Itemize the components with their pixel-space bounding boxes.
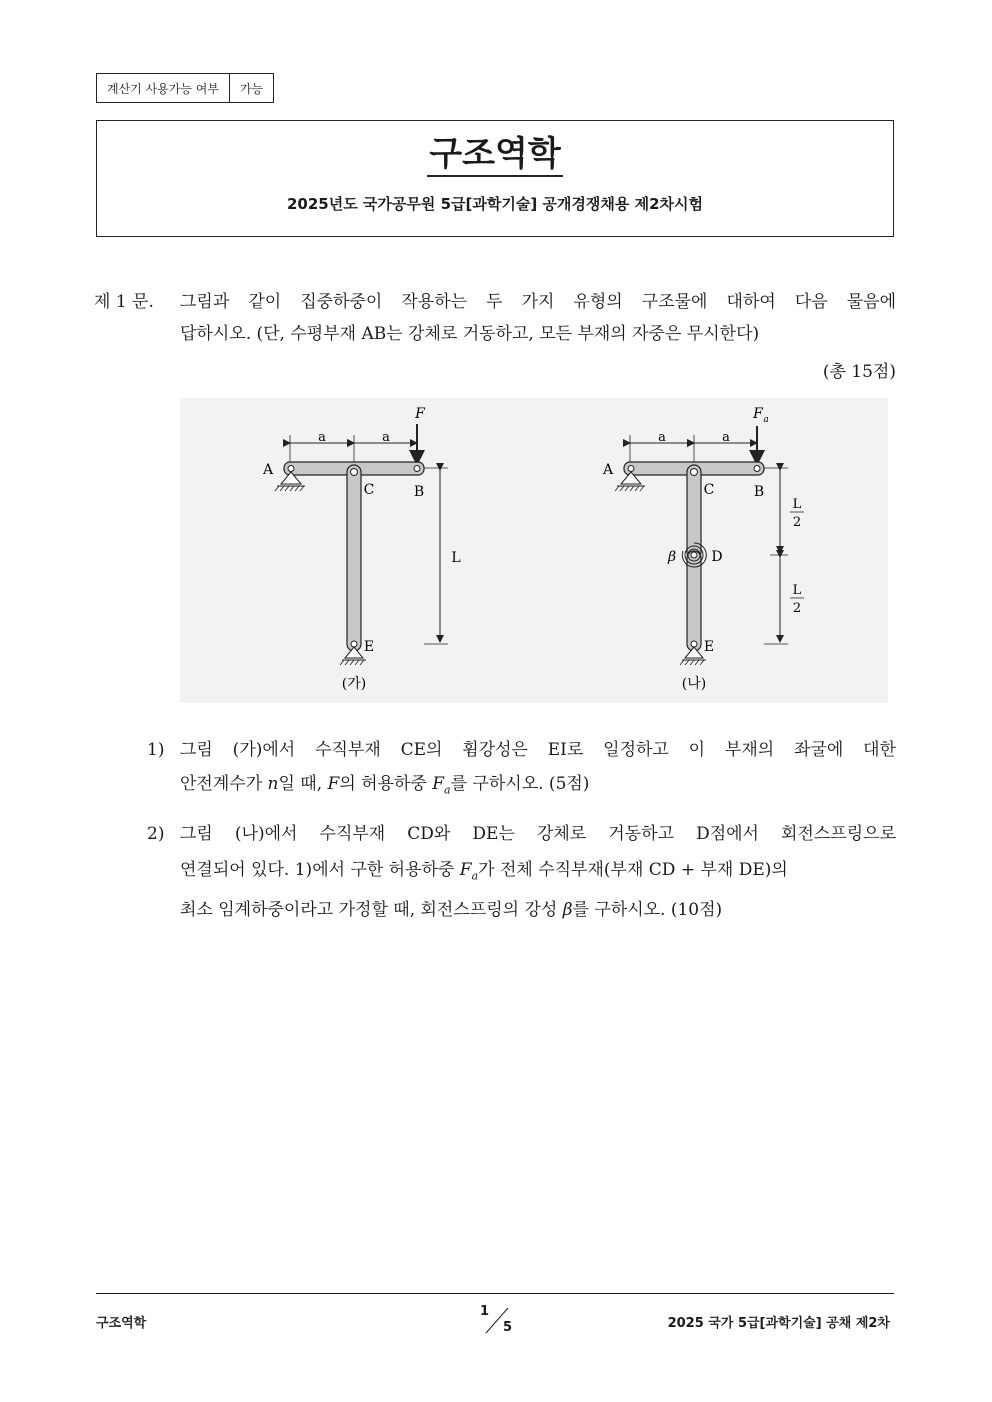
structure-figure	[180, 398, 888, 703]
left-dim-l: L	[451, 550, 461, 566]
right-label-b: B	[753, 484, 765, 500]
sub1-line-2	[180, 768, 589, 806]
sub1-number: 1)	[147, 740, 165, 760]
left-label-a: A	[262, 462, 274, 478]
calculator-allowed-box	[96, 73, 274, 103]
left-label-c: C	[363, 482, 375, 498]
sub1-text-c: 의 허용하중	[339, 774, 433, 794]
figure-left	[262, 406, 461, 692]
sub2-line-2	[180, 854, 788, 892]
left-member-ce	[347, 465, 361, 651]
page-total: 5	[503, 1320, 513, 1335]
left-label-b: B	[413, 484, 425, 500]
right-dim-a2: a	[722, 430, 730, 445]
right-dim-l-bot-num: L	[792, 583, 802, 598]
sub2-text-b: 가 전체 수직부재(부재 CD + 부재 DE)의	[478, 860, 788, 880]
question-number: 제 1 문.	[94, 292, 154, 312]
sub1-symbol-n: n	[267, 774, 279, 794]
left-support-e	[345, 647, 363, 658]
figure-right	[602, 406, 804, 692]
right-label-e: E	[703, 639, 715, 655]
question-line-2: 답하시오. (단, 수평부재 AB는 강체로 거동하고, 모든 부재의 자중은 무시한다)	[180, 324, 760, 344]
sub2-symbol-f-sub: a	[471, 869, 479, 883]
right-label-c: C	[703, 482, 715, 498]
sub1-symbol-f: F	[327, 774, 340, 794]
left-label-e: E	[363, 639, 375, 655]
sub2-text-d: 를 구하시오. (10점)	[572, 900, 723, 920]
right-dim-l-top-num: L	[792, 497, 802, 512]
sub2-line-1: 그림 (나)에서 수직부재 CD와 DE는 강체로 거동하고 D점에서 회전스프링으로	[180, 824, 896, 844]
right-load-sub: a	[763, 415, 769, 425]
right-label-beta: β	[667, 549, 677, 565]
sub2-text-c: 최소 임계하중이라고 가정할 때, 회전스프링의 강성	[180, 900, 563, 920]
sub1-text-a: 안전계수가	[180, 774, 268, 794]
right-caption: (나)	[681, 676, 707, 692]
right-dim-l-top-den: 2	[792, 515, 802, 530]
footer-divider	[96, 1293, 894, 1294]
left-caption: (가)	[341, 676, 367, 692]
left-dim-a1: a	[318, 430, 326, 445]
sub1-symbol-fa: F	[432, 774, 445, 794]
page-title: 구조역학	[427, 133, 562, 177]
right-dim-l-bot-den: 2	[792, 601, 802, 616]
page-number: 1	[480, 1304, 490, 1319]
footer-exam: 2025 국가 5급[과학기술] 공채 제2차	[667, 1316, 890, 1331]
sub2-symbol-f: F	[459, 860, 472, 880]
calc-label: 계산기 사용가능 여부	[107, 81, 219, 96]
sub2-line-3	[180, 894, 722, 926]
sub1-line-1: 그림 (가)에서 수직부재 CE의 휨강성은 EI로 일정하고 이 부재의 좌굴에 대한	[180, 740, 896, 760]
left-load-label: F	[415, 406, 425, 422]
sub1-text-d: 를 구하시오. (5점)	[450, 774, 590, 794]
sub1-text-b: 일 때,	[278, 774, 328, 794]
right-member-cd	[687, 465, 701, 559]
question-points: (총 15점)	[822, 362, 896, 382]
title-box	[96, 120, 894, 237]
left-dim-a2: a	[382, 430, 390, 445]
right-support-e	[685, 647, 703, 658]
sub2-number: 2)	[147, 824, 165, 844]
exam-subtitle: 2025년도 국가공무원 5급[과학기술] 공개경쟁채용 제2차시험	[286, 195, 703, 213]
sub1-symbol-fa-sub: a	[444, 783, 451, 797]
right-label-d: D	[711, 549, 723, 565]
right-load-label: F	[753, 406, 763, 422]
question-line-1: 그림과 같이 집중하중이 작용하는 두 가지 유형의 구조물에 대하여 다음 물음에	[180, 292, 896, 312]
right-label-a: A	[602, 462, 614, 478]
calc-value: 가능	[229, 74, 273, 102]
sub2-symbol-beta: β	[562, 900, 573, 920]
footer-subject: 구조역학	[96, 1316, 147, 1331]
right-dim-a1: a	[658, 430, 666, 445]
sub2-text-a: 연결되어 있다. 1)에서 구한 허용하중	[180, 860, 460, 880]
